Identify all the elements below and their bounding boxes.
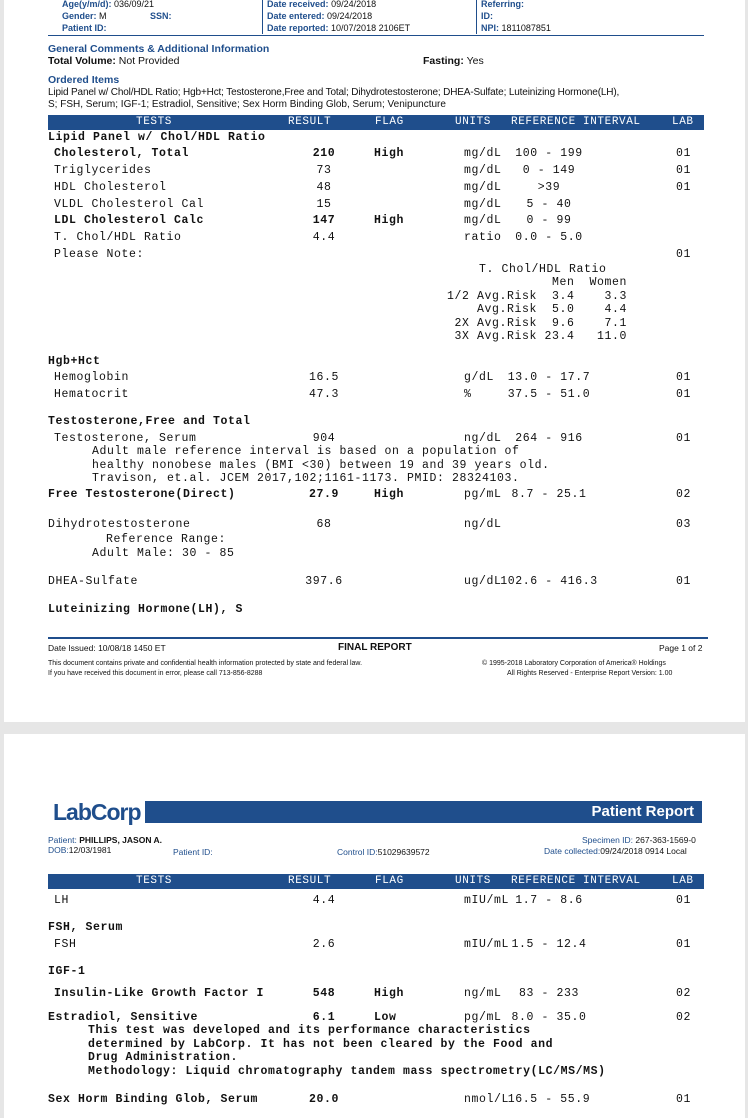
note-line: Travison, et.al. JCEM 2017,102;1161-1173. PMID: 28324103. <box>92 472 520 486</box>
lab-code: 01 <box>676 248 692 261</box>
dht-note <box>92 533 235 560</box>
reference-interval: 100 - 199 <box>515 147 583 160</box>
flag-value: High <box>374 214 405 227</box>
note-line: Reference Range: <box>106 533 227 546</box>
note-line: Drug Administration. <box>88 1051 239 1065</box>
patient-name-row: Patient: PHILLIPS, JASON A. <box>48 835 163 845</box>
result-value: 20.0 <box>308 1093 339 1106</box>
lab-code: 02 <box>676 1011 692 1024</box>
col-units: UNITS <box>455 116 492 128</box>
test-name: Testosterone, Serum <box>54 432 197 445</box>
ratio-table <box>447 263 627 343</box>
dob-row: DOB:12/03/1981 <box>48 845 112 855</box>
flag-value: Low <box>374 1011 397 1024</box>
test-name: Sex Horm Binding Glob, Serum <box>48 1093 259 1106</box>
test-name: Free Testosterone(Direct) <box>48 488 236 501</box>
col-lab: LAB <box>672 116 694 128</box>
result-value: 6.1 <box>312 1011 336 1024</box>
units-value: pg/mL <box>464 1011 502 1024</box>
test-name: Please Note: <box>54 248 145 261</box>
note-line: determined by LabCorp. It has not been cleared by the Food and <box>88 1037 554 1051</box>
units-value: mg/dL <box>464 181 502 194</box>
reference-interval: 5 - 40 <box>526 198 572 211</box>
col-flag: FLAG <box>375 116 404 128</box>
result-value: 73 <box>316 164 332 177</box>
units-value: mIU/mL <box>464 894 510 907</box>
result-value: 147 <box>312 214 336 227</box>
control-id-row: Control ID:51029639572 <box>337 847 430 857</box>
reference-interval: 13.0 - 17.7 <box>507 371 591 384</box>
report-title: Patient Report <box>591 803 694 820</box>
ratio-line: 1/2 Avg.Risk 3.4 3.3 <box>447 289 628 303</box>
date-received-row: Date received: 09/24/2018 <box>267 0 377 9</box>
specimen-id-row: Specimen ID: 267-363-1569-0 <box>582 835 696 845</box>
labcorp-logo: LabCorp <box>49 799 145 825</box>
units-value: pg/mL <box>464 488 502 501</box>
report-page-1 <box>4 0 745 722</box>
ratio-line: T. Chol/HDL Ratio <box>479 263 607 276</box>
col-result: RESULT <box>288 875 332 887</box>
result-value: 27.9 <box>308 488 339 501</box>
estradiol-note <box>88 1024 606 1078</box>
comments-title: General Comments & Additional Information <box>48 43 270 55</box>
result-value: 16.5 <box>308 371 339 384</box>
patient-id-label: Patient ID: <box>173 847 213 857</box>
note-line: Adult male reference interval is based on a population of <box>92 445 520 458</box>
units-value: mg/dL <box>464 147 502 160</box>
lab-code: 01 <box>676 371 692 384</box>
units-value: ng/dL <box>464 518 502 531</box>
results-table-header <box>48 874 704 889</box>
ratio-line: Avg.Risk 5.0 4.4 <box>447 303 628 317</box>
reference-interval: 264 - 916 <box>515 432 583 445</box>
units-value: mg/dL <box>464 214 502 227</box>
fasting-row: Fasting: Yes <box>423 55 484 67</box>
test-name: Insulin-Like Growth Factor I <box>54 987 265 1000</box>
lab-code: 01 <box>676 1093 692 1106</box>
result-value: 48 <box>316 181 332 194</box>
date-entered-row: Date entered: 09/24/2018 <box>267 11 373 21</box>
note-line: Methodology: Liquid chromatography tandem mass spectrometry(LC/MS/MS) <box>88 1064 606 1078</box>
flag-value: High <box>374 488 405 501</box>
labcorp-banner <box>49 801 702 823</box>
lab-code: 03 <box>676 518 692 531</box>
lab-code: 01 <box>676 181 692 194</box>
id-label: ID: <box>481 11 493 21</box>
result-value: 2.6 <box>312 938 336 951</box>
report-page-2 <box>4 734 745 1118</box>
test-name: FSH, Serum <box>48 921 124 934</box>
copyright-line: © 1995-2018 Laboratory Corporation of America® Holdings <box>482 660 666 667</box>
reference-interval: 83 - 233 <box>518 987 579 1000</box>
date-collected-row: Date collected:09/24/2018 0914 Local <box>544 846 687 856</box>
test-name: Dihydrotestosterone <box>48 518 191 531</box>
flag-value: High <box>374 147 405 160</box>
note-line: This test was developed and its performance characteristics <box>88 1024 531 1037</box>
col-units: UNITS <box>455 875 492 887</box>
units-value: ng/dL <box>464 432 502 445</box>
ratio-line: 2X Avg.Risk 9.6 7.1 <box>447 316 628 330</box>
units-value: mg/dL <box>464 198 502 211</box>
header-rule <box>48 35 704 36</box>
test-name: HDL Cholesterol <box>54 181 167 194</box>
units-value: mIU/mL <box>464 938 510 951</box>
referring-label: Referring: <box>481 0 525 9</box>
page-number: Page 1 of 2 <box>659 643 703 653</box>
npi-row: NPI: 1811087851 <box>481 23 551 33</box>
test-name: Cholesterol, Total <box>54 147 190 160</box>
lab-code: 02 <box>676 488 692 501</box>
units-value: mg/dL <box>464 164 502 177</box>
note-line: healthy nonobese males (BMI <30) between 19 and 39 years old. <box>92 458 550 472</box>
gender-row: Gender: M <box>62 11 107 21</box>
result-value: 210 <box>312 147 336 160</box>
col-lab: LAB <box>672 875 694 887</box>
note-line: Adult Male: 30 - 85 <box>92 546 235 560</box>
col-tests: TESTS <box>136 875 173 887</box>
reference-interval: 16.5 - 55.9 <box>507 1093 591 1106</box>
reference-interval: 102.6 - 416.3 <box>500 575 598 588</box>
ssn-label: SSN: <box>150 11 172 21</box>
result-value: 4.4 <box>312 894 336 907</box>
units-value: nmol/L <box>464 1093 510 1106</box>
test-name: IGF-1 <box>48 965 86 978</box>
test-name: Hgb+Hct <box>48 355 101 368</box>
testosterone-note <box>92 445 550 486</box>
test-name: FSH <box>54 938 77 951</box>
test-name: Luteinizing Hormone(LH), S <box>48 603 244 616</box>
lab-code: 01 <box>676 432 692 445</box>
result-value: 15 <box>316 198 332 211</box>
flag-value: High <box>374 987 405 1000</box>
header-divider <box>476 0 477 34</box>
footer-rule <box>48 637 708 639</box>
reference-interval: 1.5 - 12.4 <box>511 938 587 951</box>
lab-code: 02 <box>676 987 692 1000</box>
date-reported-row: Date reported: 10/07/2018 2106ET <box>267 23 411 33</box>
ratio-line: 3X Avg.Risk 23.4 11.0 <box>447 330 628 344</box>
test-name: Estradiol, Sensitive <box>48 1011 199 1024</box>
lab-code: 01 <box>676 894 692 907</box>
patient-id-label: Patient ID: <box>62 23 107 33</box>
units-value: ratio <box>464 231 502 244</box>
test-name: DHEA-Sulfate <box>48 575 139 588</box>
lab-code: 01 <box>676 147 692 160</box>
units-value: % <box>464 388 472 401</box>
lab-code: 01 <box>676 938 692 951</box>
test-name: LDL Cholesterol Calc <box>54 214 205 227</box>
result-value: 4.4 <box>312 231 336 244</box>
lab-code: 01 <box>676 575 692 588</box>
reference-interval: 0 - 149 <box>522 164 576 177</box>
reference-interval: 0 - 99 <box>526 214 572 227</box>
date-issued: Date Issued: 10/08/18 1450 ET <box>48 643 166 653</box>
result-value: 904 <box>312 432 336 445</box>
final-report-label: FINAL REPORT <box>338 642 412 653</box>
test-name: LH <box>54 894 70 907</box>
rights-line: All Rights Reserved - Enterprise Report Version: 1.00 <box>507 670 673 677</box>
col-reference: REFERENCE INTERVAL <box>511 116 641 128</box>
col-reference: REFERENCE INTERVAL <box>511 875 641 887</box>
col-result: RESULT <box>288 116 332 128</box>
ordered-items-line: Lipid Panel w/ Chol/HDL Ratio; Hgb+Hct; Testosterone,Free and Total; Dihydrotestosterone; DHEA-Sulfate; Luteinizing Hormone(LH), <box>48 87 620 98</box>
test-name: Hemoglobin <box>54 371 130 384</box>
col-tests: TESTS <box>136 116 173 128</box>
reference-interval: 0.0 - 5.0 <box>515 231 583 244</box>
test-name: VLDL Cholesterol Cal <box>54 198 205 211</box>
lab-code: 01 <box>676 164 692 177</box>
reference-interval: 1.7 - 8.6 <box>515 894 583 907</box>
ordered-items-line: S; FSH, Serum; IGF-1; Estradiol, Sensitive; Sex Horm Binding Glob, Serum; Venipuncture <box>48 99 446 110</box>
reference-interval: 8.7 - 25.1 <box>511 488 587 501</box>
results-table-header <box>48 115 704 130</box>
result-value: 397.6 <box>305 575 343 588</box>
test-name: Lipid Panel w/ Chol/HDL Ratio <box>48 131 266 144</box>
reference-interval: >39 <box>537 181 561 194</box>
test-name: Testosterone,Free and Total <box>48 415 251 428</box>
ratio-line: Men Women <box>447 276 628 290</box>
age-row: Age(y/m/d): 036/09/21 <box>62 0 155 9</box>
header-divider <box>262 0 263 34</box>
result-value: 68 <box>316 518 332 531</box>
units-value: g/dL <box>464 371 495 384</box>
col-flag: FLAG <box>375 875 404 887</box>
lab-code: 01 <box>676 388 692 401</box>
result-value: 47.3 <box>308 388 339 401</box>
test-name: Triglycerides <box>54 164 152 177</box>
ordered-items-title: Ordered Items <box>48 74 120 86</box>
confidentiality-line: This document contains private and confidential health information protected by state and federal law. <box>48 660 363 667</box>
units-value: ng/mL <box>464 987 502 1000</box>
result-value: 548 <box>312 987 336 1000</box>
total-volume-row: Total Volume: Not Provided <box>48 55 180 67</box>
test-name: Hematocrit <box>54 388 130 401</box>
confidentiality-line: If you have received this document in error, please call 713-856-8288 <box>48 670 263 677</box>
reference-interval: 8.0 - 35.0 <box>511 1011 587 1024</box>
reference-interval: 37.5 - 51.0 <box>507 388 591 401</box>
units-value: ug/dL <box>464 575 502 588</box>
test-name: T. Chol/HDL Ratio <box>54 231 182 244</box>
